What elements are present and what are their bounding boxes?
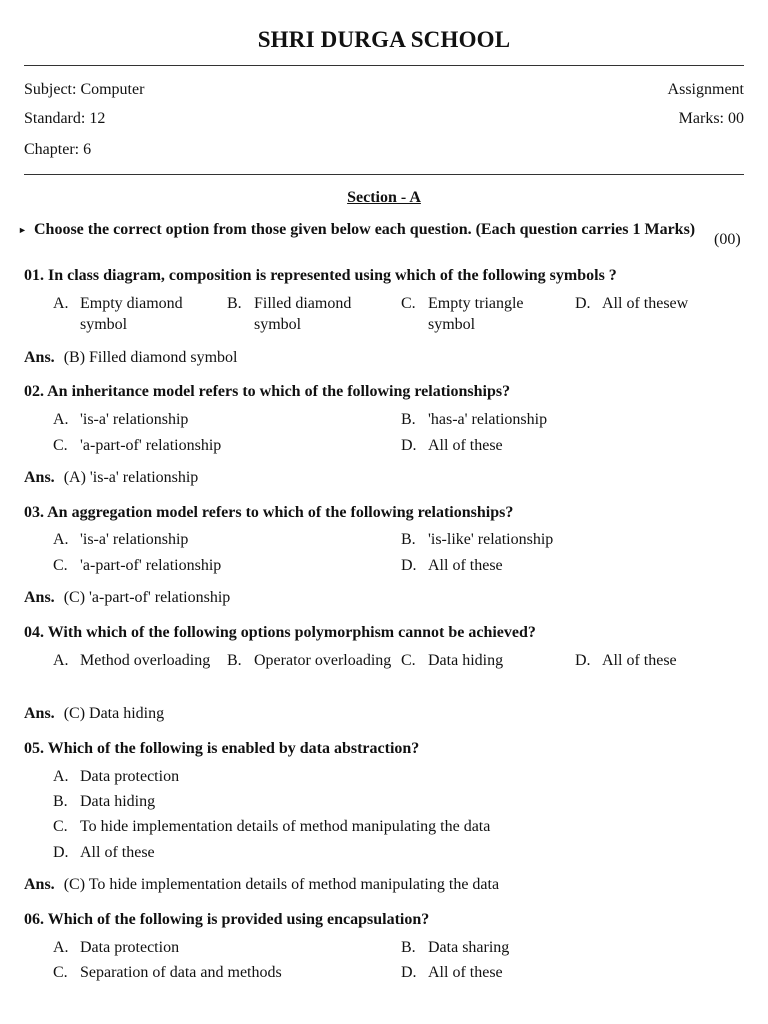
answer-text: (B) Filled diamond symbol (63, 349, 238, 366)
option-01-b (227, 293, 394, 335)
option-text: Data hiding (428, 652, 504, 669)
option-01-a (53, 293, 220, 335)
section-heading: Section - A (347, 189, 421, 206)
option-label: A. (53, 768, 69, 785)
option-06-b (401, 937, 509, 958)
answer-03 (24, 589, 230, 607)
option-text: 'a-part-of' relationship (80, 557, 222, 574)
option-label: A. (53, 652, 69, 669)
option-01-c (401, 293, 568, 335)
option-label: D. (575, 652, 591, 669)
option-03-a (53, 529, 188, 550)
option-text: All of these (428, 437, 503, 454)
option-text: 'has-a' relationship (428, 411, 548, 428)
answer-text: (C) Data hiding (63, 705, 165, 722)
option-label: B. (227, 652, 242, 669)
option-label: D. (401, 557, 417, 574)
chapter-label: Chapter: 6 (24, 141, 92, 158)
option-label: C. (53, 557, 68, 574)
option-text: 'is-a' relationship (80, 411, 189, 428)
answer-label: Ans. (24, 589, 55, 606)
option-01-d (575, 293, 742, 314)
question-03: 03. An aggregation model refers to which of the following relationships? (24, 504, 514, 521)
answer-text: (A) 'is-a' relationship (63, 469, 199, 486)
question-06: 06. Which of the following is provided using encapsulation? (24, 911, 430, 928)
option-label: D. (401, 964, 417, 981)
subject-label: Subject: Computer (24, 81, 145, 98)
standard-label: Standard: 12 (24, 110, 106, 127)
option-text: Data hiding (80, 793, 156, 810)
option-05-b (53, 791, 155, 812)
option-02-c (53, 435, 221, 456)
option-03-b (401, 529, 553, 550)
option-02-a (53, 409, 188, 430)
option-06-c (53, 962, 282, 983)
option-label: A. (53, 295, 69, 312)
answer-label: Ans. (24, 705, 55, 722)
instruction-text: Choose the correct option from those given below each question. (Each question carries 1 Marks) (34, 221, 696, 238)
option-label: B. (401, 411, 416, 428)
option-text: Data protection (80, 939, 180, 956)
answer-05 (24, 876, 499, 894)
option-text: All of these (602, 652, 677, 669)
option-04-b (227, 650, 394, 671)
option-text: All of these (428, 964, 503, 981)
option-text: To hide implementation details of method manipulating the data (80, 818, 491, 835)
school-title: SHRI DURGA SCHOOL (257, 27, 511, 52)
assignment-label: Assignment (667, 81, 744, 98)
option-04-a (53, 650, 220, 671)
option-label: D. (401, 437, 417, 454)
answer-04 (24, 705, 164, 723)
marks-label: Marks: 00 (678, 110, 744, 127)
option-03-d (401, 555, 503, 576)
option-05-d (53, 842, 155, 863)
option-text: Separation of data and methods (80, 964, 282, 981)
answer-text: (C) 'a-part-of' relationship (63, 589, 231, 606)
option-text: Data sharing (428, 939, 510, 956)
option-02-d (401, 435, 503, 456)
bullet-icon: ► (18, 225, 27, 235)
option-text: All of these (428, 557, 503, 574)
option-label: B. (401, 531, 416, 548)
question-05: 05. Which of the following is enabled by data abstraction? (24, 740, 420, 757)
instruction-marks: (00) (714, 231, 741, 248)
option-label: C. (53, 964, 68, 981)
option-label: B. (53, 793, 68, 810)
answer-02 (24, 469, 198, 487)
option-text: All of thesew (602, 295, 689, 312)
option-03-c (53, 555, 221, 576)
option-label: B. (401, 939, 416, 956)
option-label: C. (53, 818, 68, 835)
header-divider-bottom (24, 174, 744, 175)
answer-01 (24, 349, 237, 367)
option-text: All of these (80, 844, 155, 861)
question-02: 02. An inheritance model refers to which of the following relationships? (24, 383, 511, 400)
option-label: C. (401, 295, 416, 312)
option-02-b (401, 409, 547, 430)
option-text: Filled diamond symbol (254, 295, 352, 333)
option-05-c (53, 816, 490, 837)
option-text: 'is-a' relationship (80, 531, 189, 548)
option-label: B. (227, 295, 242, 312)
question-01: 01. In class diagram, composition is represented using which of the following symbols ? (24, 267, 617, 284)
option-label: A. (53, 411, 69, 428)
option-label: A. (53, 531, 69, 548)
option-06-d (401, 962, 503, 983)
option-06-a (53, 937, 179, 958)
option-text: 'a-part-of' relationship (80, 437, 222, 454)
answer-text: (C) To hide implementation details of method manipulating the data (63, 876, 500, 893)
answer-label: Ans. (24, 469, 55, 486)
option-label: C. (53, 437, 68, 454)
option-text: Method overloading (80, 652, 211, 669)
option-text: Data protection (80, 768, 180, 785)
answer-label: Ans. (24, 876, 55, 893)
option-label: D. (575, 295, 591, 312)
option-04-c (401, 650, 568, 671)
option-label: C. (401, 652, 416, 669)
option-05-a (53, 766, 179, 787)
option-text: Empty triangle symbol (428, 295, 524, 333)
option-text: 'is-like' relationship (428, 531, 554, 548)
header-divider-top (24, 65, 744, 66)
answer-label: Ans. (24, 349, 55, 366)
option-text: Empty diamond symbol (80, 295, 183, 333)
option-text: Operator overloading (254, 652, 392, 669)
option-04-d (575, 650, 742, 671)
option-label: A. (53, 939, 69, 956)
option-label: D. (53, 844, 69, 861)
question-04: 04. With which of the following options polymorphism cannot be achieved? (24, 624, 536, 641)
